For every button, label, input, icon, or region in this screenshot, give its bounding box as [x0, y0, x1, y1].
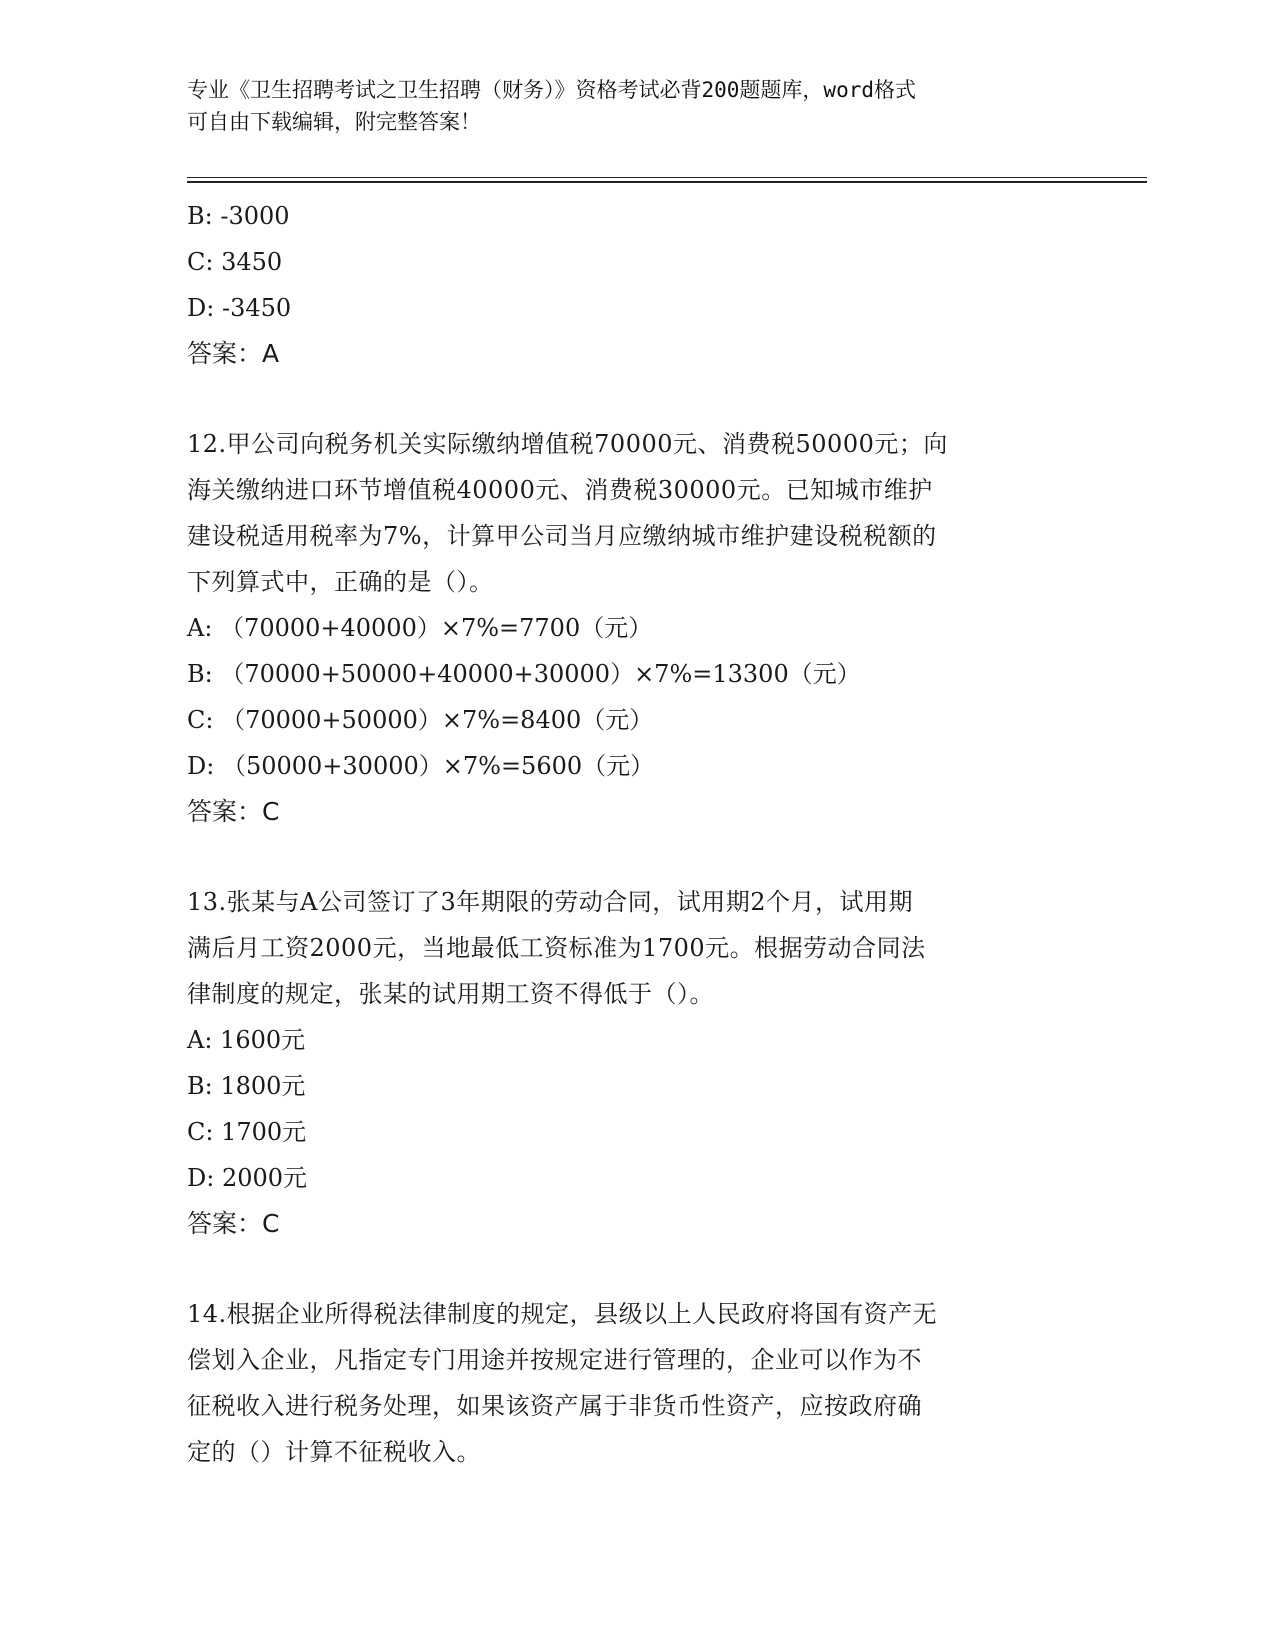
page-header — [187, 74, 1087, 138]
question-11-tail — [187, 193, 1087, 377]
header-title-line-1: 专业《卫生招聘考试之卫生招聘（财务）》资格考试必背200题题库，word格式 — [187, 78, 916, 102]
question-text-line: 14.根据企业所得税法律制度的规定，县级以上人民政府将国有资产无 — [187, 1300, 938, 1328]
option-b: B: （70000+50000+40000+30000）×7%=13300（元） — [187, 660, 861, 688]
option-b: B: -3000 — [187, 202, 290, 230]
question-12 — [187, 421, 1087, 835]
option-d: D: （50000+30000）×7%=5600（元） — [187, 752, 655, 780]
option-c: C: 3450 — [187, 248, 283, 276]
question-text-line: 13.张某与A公司签订了3年期限的劳动合同，试用期2个月，试用期 — [187, 888, 914, 916]
question-text-line: 定的（）计算不征税收入。 — [187, 1438, 481, 1466]
option-d: D: -3450 — [187, 294, 292, 322]
answer-line: 答案：C — [187, 797, 280, 826]
header-divider-thin — [187, 177, 1147, 178]
question-text-line: 建设税适用税率为7%，计算甲公司当月应缴纳城市维护建设税税额的 — [187, 522, 937, 550]
option-c: C: （70000+50000）×7%=8400（元） — [187, 706, 654, 734]
answer-line: 答案：C — [187, 1209, 280, 1238]
question-text-line: 律制度的规定，张某的试用期工资不得低于（）。 — [187, 980, 714, 1008]
option-b: B: 1800元 — [187, 1072, 306, 1100]
spacer — [187, 377, 1087, 421]
question-text-line: 12.甲公司向税务机关实际缴纳增值税70000元、消费税50000元；向 — [187, 430, 948, 458]
question-text-line: 下列算式中，正确的是（）。 — [187, 568, 494, 596]
question-text-line: 满后月工资2000元，当地最低工资标准为1700元。根据劳动合同法 — [187, 934, 926, 962]
option-a: A: 1600元 — [187, 1026, 306, 1054]
spacer — [187, 1247, 1087, 1291]
question-text-line: 偿划入企业，凡指定专门用途并按规定进行管理的，企业可以作为不 — [187, 1346, 922, 1374]
question-text-line: 征税收入进行税务处理，如果该资产属于非货币性资产，应按政府确 — [187, 1392, 922, 1420]
option-d: D: 2000元 — [187, 1164, 308, 1192]
header-divider-thick — [187, 181, 1147, 183]
question-14 — [187, 1291, 1087, 1475]
option-a: A: （70000+40000）×7%=7700（元） — [187, 614, 653, 642]
answer-line: 答案：A — [187, 339, 280, 368]
header-title-line-2: 可自由下载编辑，附完整答案！ — [187, 110, 481, 134]
question-13 — [187, 879, 1087, 1247]
spacer — [187, 835, 1087, 879]
question-text-line: 海关缴纳进口环节增值税40000元、消费税30000元。已知城市维护 — [187, 476, 933, 504]
document-body — [187, 193, 1087, 1475]
option-c: C: 1700元 — [187, 1118, 307, 1146]
